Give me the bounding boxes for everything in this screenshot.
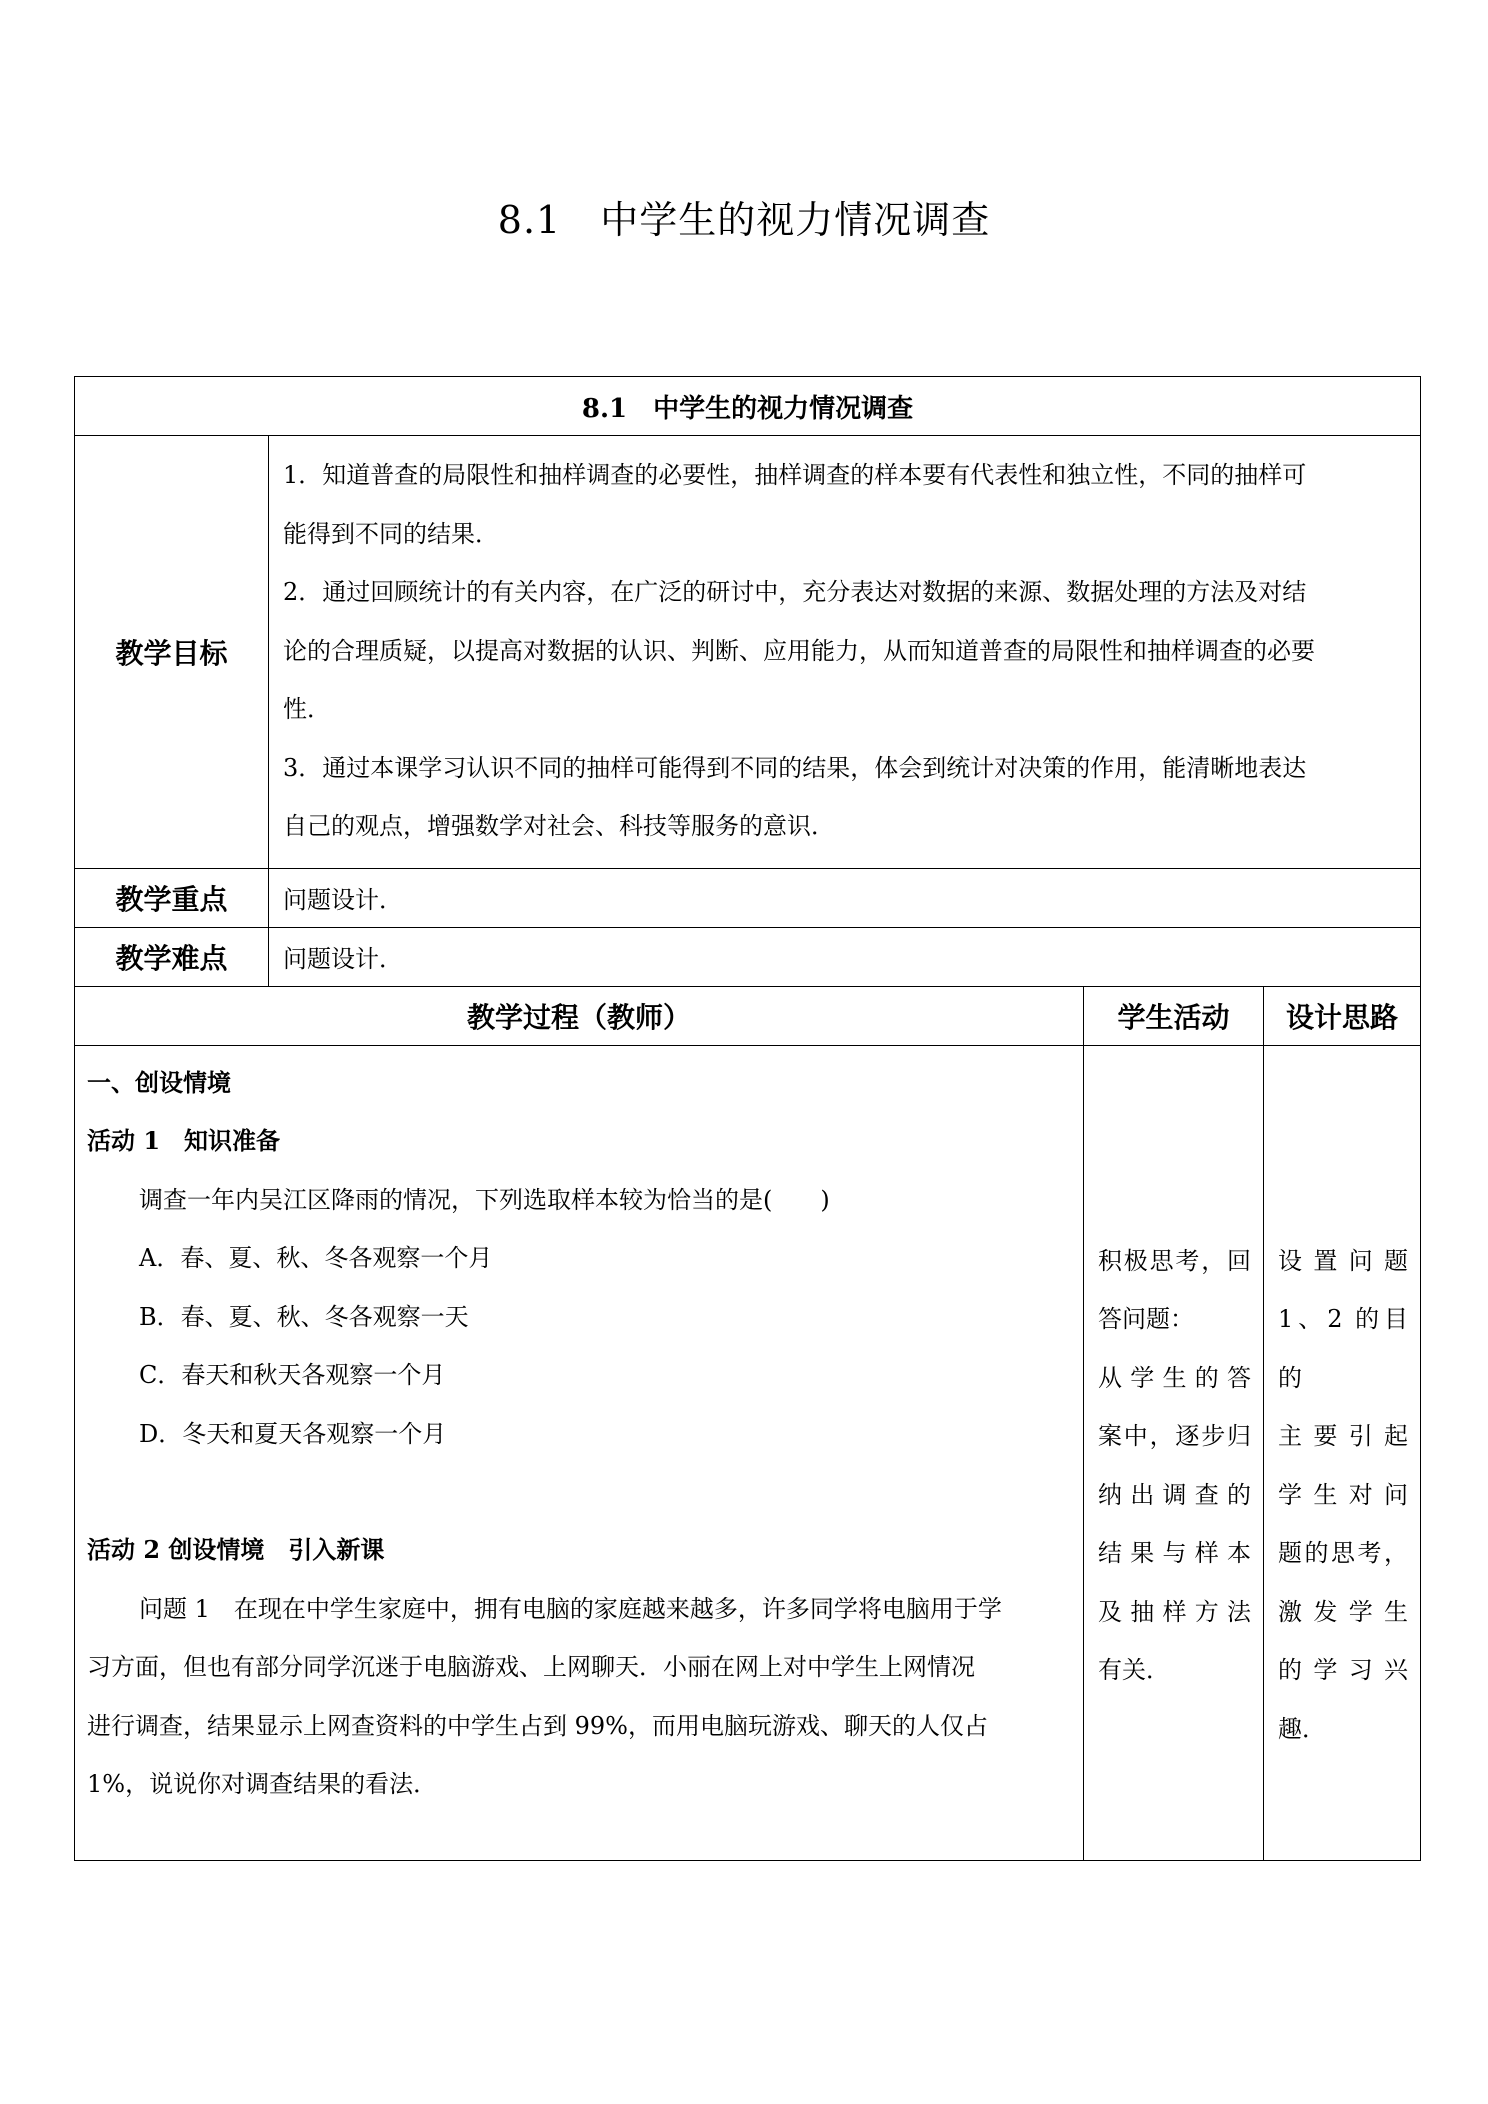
activity-1-title: 活动 1 知识准备: [87, 1126, 281, 1155]
section-title: 一、创设情境: [87, 1067, 231, 1097]
option-d: D．冬天和夏天各观察一个月: [139, 1419, 447, 1448]
design-line: 主要引起: [1278, 1422, 1409, 1450]
student-line: 从学生的答: [1098, 1363, 1251, 1392]
objective-line: 1．知道普查的局限性和抽样调查的必要性，抽样调查的样本要有代表性和独立性，不同的抽样可: [283, 461, 1307, 489]
lesson-plan-table: [74, 376, 1421, 1861]
problem-1-line: 习方面，但也有部分同学沉迷于电脑游戏、上网聊天．小丽在网上对中学生上网情况: [87, 1653, 975, 1681]
difficulty-value: 问题设计．: [269, 927, 1421, 986]
design-line: 设置问题: [1278, 1246, 1409, 1275]
objective-line: 论的合理质疑，以提高对数据的认识、判断、应用能力，从而知道普查的局限性和抽样调查的必要: [283, 636, 1315, 665]
design-line: 趣．: [1278, 1714, 1326, 1743]
option-a: A．春、夏、秋、冬各观察一个月: [139, 1244, 493, 1272]
objectives-content: [269, 436, 1421, 869]
problem-1-line: 问题 1 在现在中学生家庭中，拥有电脑的家庭越来越多，许多同学将电脑用于学: [139, 1594, 1002, 1623]
key-point-value: 问题设计．: [269, 868, 1421, 927]
design-line: 1、2 的目的: [1278, 1305, 1409, 1392]
teacher-process-content: [75, 1045, 1084, 1860]
design-line: 学生对问: [1278, 1480, 1409, 1509]
design-header: 设计思路: [1264, 986, 1421, 1045]
teacher-process-header: 教学过程（教师）: [75, 986, 1084, 1045]
problem-1-line: 进行调查，结果显示上网查资料的中学生占到 99%，而用电脑玩游戏、聊天的人仅占: [87, 1711, 988, 1740]
student-line: 纳出调查的: [1098, 1480, 1251, 1509]
objective-line: 2．通过回顾统计的有关内容，在广泛的研讨中，充分表达对数据的来源、数据处理的方法及对结: [283, 578, 1307, 606]
objective-line: 能得到不同的结果．: [283, 519, 499, 548]
question-text: 调查一年内吴江区降雨的情况，下列选取样本较为恰当的是( ): [139, 1185, 830, 1214]
key-point-label: 教学重点: [75, 868, 269, 927]
student-activity-content: [1084, 1045, 1264, 1860]
student-line: 案中，逐步归: [1098, 1422, 1251, 1450]
difficulty-label: 教学难点: [75, 927, 269, 986]
student-line: 积极思考，回: [1098, 1246, 1251, 1275]
objective-line: 性．: [283, 695, 331, 723]
student-line: 答问题：: [1098, 1305, 1194, 1333]
design-line: 题的思考，: [1278, 1539, 1409, 1567]
design-line: 激发学生: [1278, 1597, 1409, 1626]
objective-line: 3．通过本课学习认识不同的抽样可能得到不同的结果，体会到统计对决策的作用，能清晰地表达: [283, 753, 1307, 782]
objective-line: 自己的观点，增强数学对社会、科技等服务的意识．: [283, 812, 835, 840]
student-line: 结果与样本: [1098, 1539, 1251, 1567]
option-b: B．春、夏、秋、冬各观察一天: [139, 1302, 469, 1331]
student-activity-header: 学生活动: [1084, 986, 1264, 1045]
option-c: C．春天和秋天各观察一个月: [139, 1361, 446, 1389]
design-line: 的学习兴: [1278, 1656, 1409, 1684]
table-header: 8.1 中学生的视力情况调查: [75, 377, 1421, 436]
objectives-label: 教学目标: [75, 436, 269, 869]
design-content: [1264, 1045, 1421, 1860]
student-line: 及抽样方法: [1098, 1597, 1251, 1626]
activity-2-title: 活动 2 创设情境 引入新课: [87, 1535, 385, 1564]
page-title: 8.1 中学生的视力情况调查: [497, 198, 991, 242]
student-line: 有关．: [1098, 1656, 1170, 1684]
problem-1-line: 1%，说说你对调查结果的看法．: [87, 1770, 438, 1798]
